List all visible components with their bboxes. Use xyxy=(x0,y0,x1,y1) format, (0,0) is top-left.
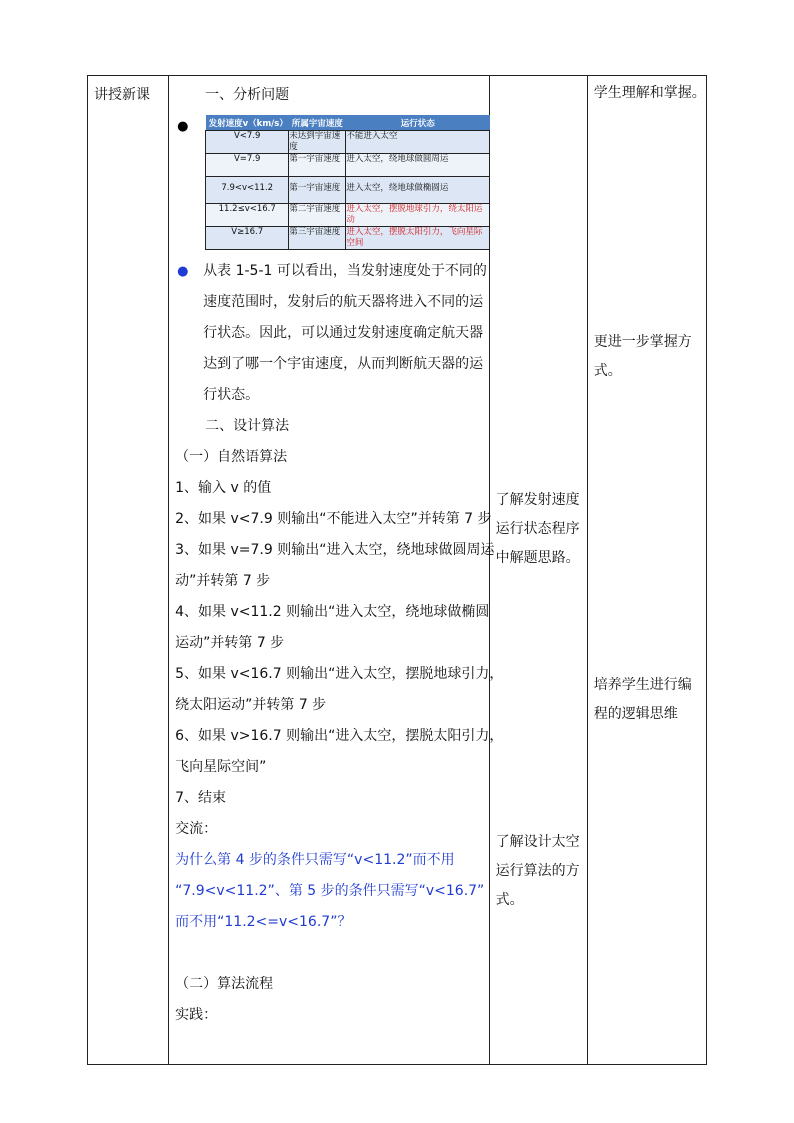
table-row xyxy=(206,177,490,204)
step-line: 运动”并转第 7 步 xyxy=(175,635,285,651)
discuss-line: “7.9<v<11.2”、第 5 步的条件只需写“v<16.7” xyxy=(175,883,485,899)
table-cell: 未达到宇宙速度 xyxy=(289,131,346,154)
table-row xyxy=(206,227,490,250)
table-cell: 第三宇宙速度 xyxy=(289,227,346,250)
paragraph-line: 速度范围时，发射后的航天器将进入不同的运 xyxy=(203,294,484,310)
step-line: 5、如果 v<16.7 则输出“进入太空，摆脱地球引力， xyxy=(175,666,504,682)
step-line: 4、如果 v<11.2 则输出“进入太空，绕地球做椭圆 xyxy=(175,604,490,620)
step-line: 3、如果 v=7.9 则输出“进入太空，绕地球做圆周运 xyxy=(175,542,495,558)
step-line: 7、结束 xyxy=(175,790,227,806)
note-line: 运行状态程序 xyxy=(495,521,580,537)
section-label: 讲授新课 xyxy=(94,87,150,103)
table-cell: 7.9<v<11.2 xyxy=(206,177,289,204)
speed-table-header: 发射速度v（km/s） xyxy=(206,115,289,131)
step-line: 2、如果 v<7.9 则输出“不能进入太空”并转第 7 步 xyxy=(175,511,492,527)
discuss-line: 而不用“11.2<=v<16.7”？ xyxy=(175,914,352,930)
note-line: 了解设计太空 xyxy=(495,834,580,850)
goal-note-3 xyxy=(594,671,692,729)
table-cell: V=7.9 xyxy=(206,154,289,177)
note-line: 更进一步掌握方 xyxy=(593,334,692,350)
discuss-line: 为什么第 4 步的条件只需写“v<11.2”而不用 xyxy=(175,852,455,868)
purpose-note-1 xyxy=(496,486,580,573)
paragraph-line: 行状态。 xyxy=(203,387,260,403)
note-line: 了解发射速度 xyxy=(495,492,580,508)
table-row xyxy=(206,204,490,227)
goal-note-2 xyxy=(594,328,692,386)
step-line: 6、如果 v>16.7 则输出“进入太空，摆脱太阳引力， xyxy=(175,728,504,744)
purpose-note-2 xyxy=(496,828,580,915)
discuss-label: 交流： xyxy=(175,821,218,837)
speed-table-header: 运行状态 xyxy=(346,115,490,131)
table-cell: V<7.9 xyxy=(206,131,289,154)
step-line: 1、输入 v 的值 xyxy=(175,480,272,496)
table-cell: 进入太空，摆脱太阳引力，飞向星际空间 xyxy=(346,227,490,250)
note-line: 式。 xyxy=(495,892,524,908)
step-line: 飞向星际空间” xyxy=(175,759,267,775)
goal-note-1 xyxy=(594,79,706,108)
step-line: 绕太阳运动”并转第 7 步 xyxy=(175,697,327,713)
table-cell: 11.2≤v<16.7 xyxy=(206,204,289,227)
heading-analyze: 一、分析问题 xyxy=(205,87,290,103)
paragraph-line: 行状态。因此，可以通过发射速度确定航天器 xyxy=(203,325,484,341)
blank-line xyxy=(175,938,485,969)
table-row xyxy=(206,131,490,154)
goal-cell xyxy=(587,76,706,1065)
table-cell: 第二宇宙速度 xyxy=(289,204,346,227)
bullet-icon: ● xyxy=(177,119,189,134)
note-line: 程的逻辑思维 xyxy=(593,706,678,722)
paragraph-text: 从表 1-5-1 可以看出，当发射速度处于不同的 xyxy=(203,263,487,279)
table-cell: 进入太空，摆脱地球引力，绕太阳运动 xyxy=(346,204,490,227)
note-line: 运行算法的方 xyxy=(495,863,580,879)
heading-design: 二、设计算法 xyxy=(205,418,290,434)
note-line: 培养学生进行编 xyxy=(593,677,692,693)
section-cell xyxy=(88,76,169,1065)
table-cell: 进入太空，绕地球做椭圆运 xyxy=(346,177,490,204)
heading-natural-language: （一）自然语算法 xyxy=(175,449,288,465)
speed-table-header: 所属宇宙速度 xyxy=(289,115,346,131)
heading-flow: （二）算法流程 xyxy=(175,976,274,992)
table-cell: 不能进入太空 xyxy=(346,131,490,154)
note-line: 学生理解和掌握。 xyxy=(593,85,706,101)
table-cell: 第一宇宙速度 xyxy=(289,154,346,177)
step-line: 动”并转第 7 步 xyxy=(175,573,271,589)
table-cell: 第一宇宙速度 xyxy=(289,177,346,204)
speed-table xyxy=(205,115,490,250)
note-line: 式。 xyxy=(593,363,622,379)
table-cell: V≥16.7 xyxy=(206,227,289,250)
purpose-cell xyxy=(489,76,587,1065)
paragraph-line: 达到了哪一个宇宙速度，从而判断航天器的运 xyxy=(203,356,484,372)
bullet-icon: ● xyxy=(177,264,189,279)
table-cell: 进入太空，绕地球做圆周运 xyxy=(346,154,490,177)
table-row xyxy=(206,154,490,177)
practice-label: 实践： xyxy=(175,1007,218,1023)
paragraph-line xyxy=(175,256,485,287)
lesson-plan-table xyxy=(87,75,707,1065)
content-cell xyxy=(169,76,504,1065)
note-line: 中解题思路。 xyxy=(495,550,580,566)
